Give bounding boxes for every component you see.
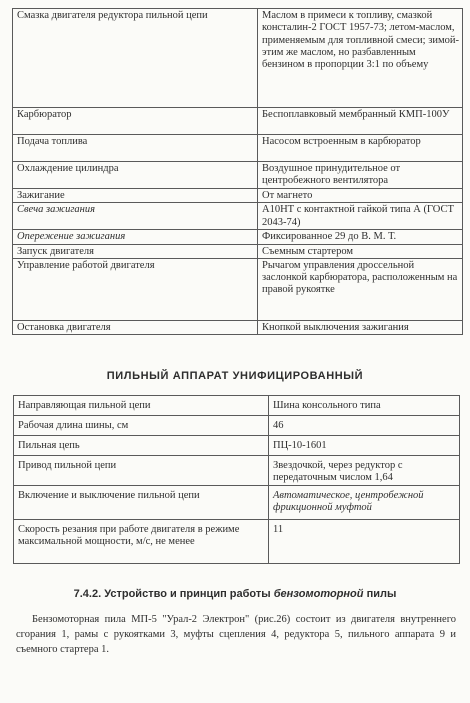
table-row bbox=[14, 396, 460, 416]
table-row bbox=[14, 416, 460, 436]
value-cell: 11 bbox=[269, 520, 460, 564]
param-cell: Рабочая длина шины, см bbox=[14, 416, 269, 436]
table-row bbox=[14, 436, 460, 456]
param-cell: Привод пильной цепи bbox=[14, 456, 269, 486]
subsection-number: 7.4.2. bbox=[73, 588, 102, 600]
table-row bbox=[14, 486, 460, 520]
value-cell: 46 bbox=[269, 416, 460, 436]
table-row bbox=[13, 135, 463, 162]
value-cell: Маслом в примеси к топливу, смазкой консталин-2 ГОСТ 1957-73; летом-маслом, применяемым для топливной смеси; зимой-этим же маслом, но разбавленным бензином в пропорции 3:1 по объему bbox=[258, 9, 463, 108]
param-cell: Свеча зажигания bbox=[13, 203, 258, 230]
param-cell: Включение и выключение пильной цепи bbox=[14, 486, 269, 520]
table-row bbox=[14, 520, 460, 564]
table-row bbox=[13, 203, 463, 230]
param-cell: Управление работой двигателя bbox=[13, 258, 258, 320]
value-cell: Фиксированное 29 до В. М. Т. bbox=[258, 230, 463, 244]
subsection-title-end: пилы bbox=[366, 588, 397, 600]
table-row bbox=[13, 320, 463, 334]
table-row bbox=[13, 230, 463, 244]
value-cell: От магнето bbox=[258, 189, 463, 203]
value-cell: Воздушное принудительное от центробежного вентилятора bbox=[258, 162, 463, 189]
param-cell: Направляющая пильной цепи bbox=[14, 396, 269, 416]
subsection-title-italic: бензомоторной bbox=[273, 588, 364, 600]
table-row bbox=[13, 9, 463, 108]
body-paragraph: Бензомоторная пила МП-5 "Урал-2 Электрон" (рис.26) состоит из двигателя внутреннего сгорания 1, рамы с рукоятками 3, муфты сцепления 4, редуктора 5, пильного аппарата 9 и съемного стартера 1. bbox=[16, 614, 456, 655]
param-cell: Смазка двигателя редуктора пильной цепи bbox=[13, 9, 258, 108]
param-cell: Карбюратор bbox=[13, 108, 258, 135]
value-cell: Кнопкой выключения зажигания bbox=[258, 320, 463, 334]
param-cell: Подача топлива bbox=[13, 135, 258, 162]
value-cell: А10НТ с контактной гайкой типа А (ГОСТ 2043-74) bbox=[258, 203, 463, 230]
value-cell: Автоматическое, центробежной фрикционной муфтой bbox=[269, 486, 460, 520]
param-cell: Пильная цепь bbox=[14, 436, 269, 456]
param-cell: Охлаждение цилиндра bbox=[13, 162, 258, 189]
value-cell: ПЦ-10-1601 bbox=[269, 436, 460, 456]
value-cell: Съемным стартером bbox=[258, 244, 463, 258]
value-cell: Шина консольного типа bbox=[269, 396, 460, 416]
param-cell: Скорость резания при работе двигателя в режиме максимальной мощности, м/с, не менее bbox=[14, 520, 269, 564]
subsection-title-start: Устройство и принцип работы bbox=[104, 588, 271, 600]
value-cell: Рычагом управления дроссельной заслонкой карбюратора, расположенным на правой рукоятке bbox=[258, 258, 463, 320]
table-row bbox=[13, 162, 463, 189]
param-cell: Зажигание bbox=[13, 189, 258, 203]
value-cell: Беспоплавковый мембранный КМП-100У bbox=[258, 108, 463, 135]
table-row bbox=[13, 258, 463, 320]
param-cell: Запуск двигателя bbox=[13, 244, 258, 258]
param-cell: Опережение зажигания bbox=[13, 230, 258, 244]
section-title: ПИЛЬНЫЙ АППАРАТ УНИФИЦИРОВАННЫЙ bbox=[106, 370, 364, 382]
param-cell: Остановка двигателя bbox=[13, 320, 258, 334]
saw-apparatus-table bbox=[13, 395, 460, 564]
engine-spec-table bbox=[12, 8, 463, 335]
table-row bbox=[13, 108, 463, 135]
value-cell: Звездочкой, через редуктор с передаточным числом 1,64 bbox=[269, 456, 460, 486]
table-row bbox=[13, 244, 463, 258]
value-cell: Насосом встроенным в карбюратор bbox=[258, 135, 463, 162]
subsection-heading bbox=[0, 588, 470, 600]
table-row bbox=[13, 189, 463, 203]
table-row bbox=[14, 456, 460, 486]
